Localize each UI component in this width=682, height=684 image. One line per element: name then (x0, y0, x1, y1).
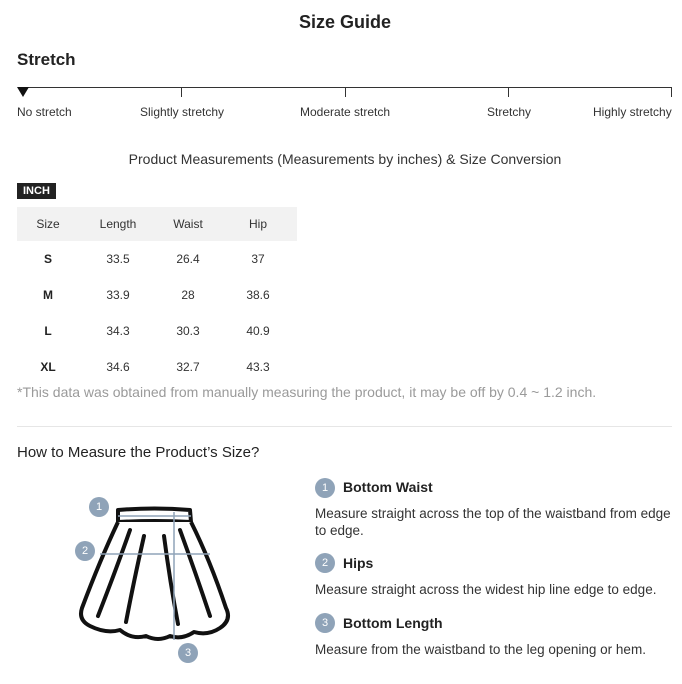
diagram-badge-3: 3 (178, 643, 198, 663)
diagram-badge-1: 1 (89, 497, 109, 517)
stretch-selected-marker (17, 87, 29, 97)
stretch-level-slightly-stretchy: Slightly stretchy (140, 105, 225, 119)
table-cell: 33.9 (106, 288, 130, 302)
section-divider (17, 426, 672, 427)
table-row (17, 349, 297, 385)
table-header-cell: Size (17, 207, 79, 241)
table-cell: 33.5 (106, 252, 130, 266)
table-cell: 43.3 (246, 360, 270, 374)
step-desc-bottom-waist: Measure straight across the top of the waistband from edge to edge. (315, 506, 671, 538)
table-row (17, 313, 297, 349)
stretch-tick (181, 87, 182, 97)
skirt-icon (70, 490, 240, 670)
table-header-cell: Hip (219, 207, 297, 241)
table-cell: 34.6 (106, 360, 130, 374)
table-row (17, 277, 297, 313)
stretch-level-highly-stretchy: Highly stretchy (593, 105, 672, 119)
table-cell: 37 (251, 252, 265, 266)
table-row (17, 241, 297, 277)
stretch-level-stretchy: Stretchy (487, 105, 532, 119)
step-title-bottom-length: Bottom Length (343, 615, 443, 631)
measurements-title: Product Measurements (Measurements by inches) & Size Conversion (128, 151, 562, 167)
measurement-note: *This data was obtained from manually measuring the product, it may be off by 0.4 ~ 1.2 inch. (17, 384, 597, 400)
table-cell: 38.6 (246, 288, 270, 302)
page-title: Size Guide (298, 12, 392, 32)
step-desc-bottom-length: Measure from the waistband to the leg opening or hem. (315, 642, 646, 657)
stretch-level-no-stretch: No stretch (17, 105, 72, 119)
table-header-cell: Length (79, 207, 157, 241)
table-cell: XL (40, 360, 56, 374)
stretch-level-moderate-stretch: Moderate stretch (300, 105, 391, 119)
table-cell: M (43, 288, 53, 302)
table-cell: 32.7 (176, 360, 200, 374)
stretch-tick (345, 87, 346, 97)
stretch-heading: Stretch (17, 50, 76, 69)
stretch-tick (671, 87, 672, 97)
step-title-hips: Hips (343, 555, 374, 571)
table-cell: 40.9 (246, 324, 270, 338)
size-table (17, 207, 297, 385)
unit-badge: INCH (17, 183, 56, 199)
step-desc-hips: Measure straight across the widest hip line edge to edge. (315, 582, 657, 597)
table-header-cell: Waist (157, 207, 219, 241)
table-cell: 34.3 (106, 324, 130, 338)
table-header-row (17, 207, 297, 241)
stretch-tick (508, 87, 509, 97)
step-number-badge: 1 (315, 478, 335, 498)
table-cell: S (43, 252, 52, 266)
table-cell: 26.4 (176, 252, 200, 266)
step-number-badge: 2 (315, 553, 335, 573)
table-cell: L (44, 324, 52, 338)
how-to-measure-heading: How to Measure the Product’s Size? (17, 444, 260, 461)
table-cell: 30.3 (176, 324, 200, 338)
diagram-badge-2: 2 (75, 541, 95, 561)
step-number-badge: 3 (315, 613, 335, 633)
table-cell: 28 (181, 288, 195, 302)
step-title-bottom-waist: Bottom Waist (343, 479, 433, 495)
